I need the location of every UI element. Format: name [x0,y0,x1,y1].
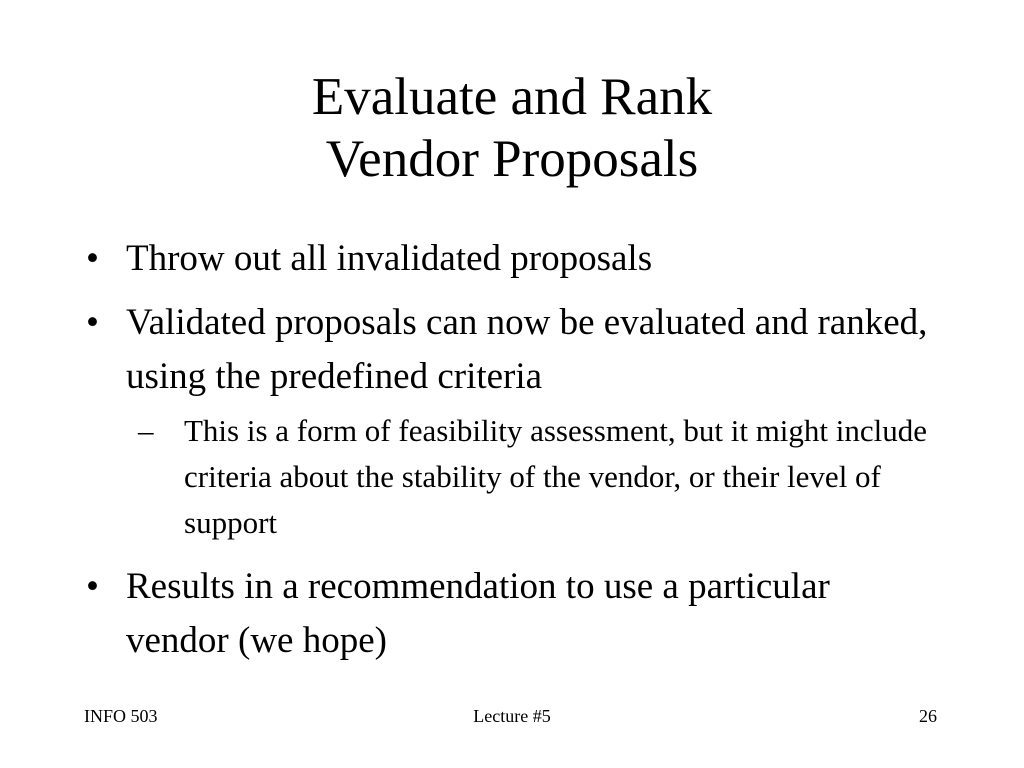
slide-title [0,66,1024,190]
bullet-text: Throw out all invalidated proposals [126,238,653,279]
bullet-marker: • [86,302,99,343]
bullet-list [86,232,936,678]
footer-page-number: 26 [919,706,937,726]
slide-title-line-1: Evaluate and Rank [311,68,713,126]
bullet-marker: • [86,566,99,607]
bullet-marker: • [86,238,99,279]
sub-bullet-list [126,408,936,546]
sub-bullet-item [138,408,936,546]
bullet-item [86,232,936,286]
bullet-text: Results in a recommendation to use a particular vendor (we hope) [126,566,830,661]
slide-title-line-2: Vendor Proposals [325,130,699,188]
footer-lecture: Lecture #5 [473,706,551,726]
footer-course: INFO 503 [84,706,158,726]
sub-bullet-text: This is a form of feasibility assessment, but it might include criteria about the stability of the vendor, or their level of support [184,413,928,540]
bullet-item [86,296,936,546]
bullet-item [86,560,936,668]
sub-bullet-marker: – [138,413,154,448]
bullet-text: Validated proposals can now be evaluated and ranked, using the predefined criteria [126,302,928,397]
